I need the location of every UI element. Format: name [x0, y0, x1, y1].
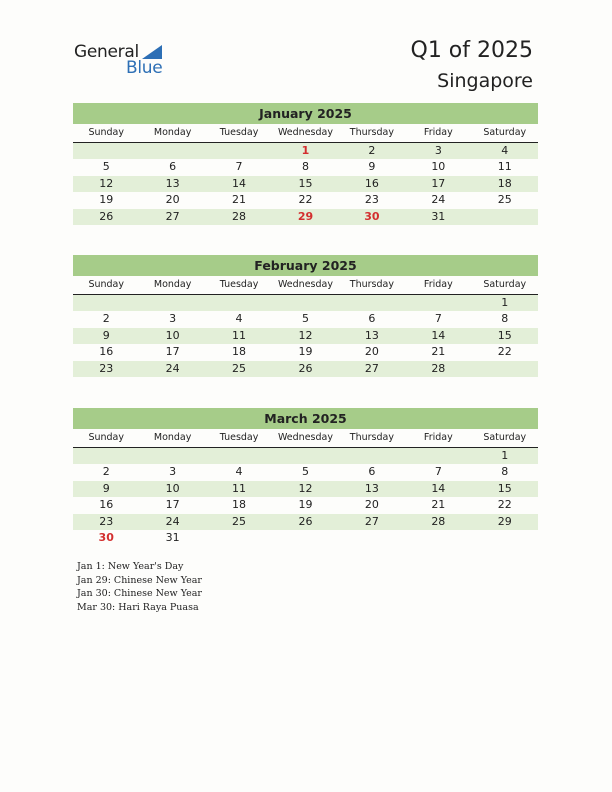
holiday-note: Jan 29: Chinese New Year	[77, 574, 202, 586]
date-cell: 12	[298, 481, 313, 495]
country-name: Singapore	[437, 70, 533, 92]
date-cell: 9	[102, 481, 110, 495]
date-cell: 27	[364, 361, 379, 375]
week-row	[73, 361, 538, 377]
date-cell: 10	[165, 328, 180, 342]
date-cell: 23	[99, 361, 114, 375]
month-title: February 2025	[73, 255, 538, 276]
date-cell: 24	[165, 514, 180, 528]
date-cell: 29	[497, 514, 512, 528]
date-cell: 12	[99, 176, 114, 190]
page-title: Q1 of 2025	[410, 38, 533, 63]
date-cell	[73, 448, 139, 464]
weekday-label: Friday	[423, 432, 453, 443]
date-cell: 13	[364, 328, 379, 342]
weekday-label: Saturday	[483, 279, 527, 290]
date-cell	[139, 143, 205, 159]
date-cell	[139, 295, 205, 311]
date-cell: 21	[232, 193, 247, 207]
date-cell: 31	[431, 209, 446, 223]
month-title: March 2025	[73, 408, 538, 429]
date-cell: 11	[232, 328, 247, 342]
date-cell: 14	[431, 328, 446, 342]
weekday-label: Wednesday	[277, 279, 333, 290]
date-cell: 6	[368, 465, 376, 479]
date-cell	[73, 143, 139, 159]
date-cell: 16	[99, 498, 114, 512]
weekday-label: Saturday	[483, 432, 527, 443]
holiday-date-cell: 30	[364, 209, 380, 223]
week-row	[73, 192, 538, 208]
date-cell	[405, 448, 471, 464]
week-row	[73, 176, 538, 192]
week-row	[73, 209, 538, 225]
date-cell: 28	[431, 361, 446, 375]
week-row	[73, 481, 538, 497]
date-cell: 13	[364, 481, 379, 495]
date-cell	[339, 448, 405, 464]
date-cell: 14	[232, 176, 247, 190]
week-row	[73, 311, 538, 327]
month-calendar	[73, 408, 538, 546]
date-cell: 16	[364, 176, 379, 190]
week-row	[73, 497, 538, 513]
date-cell: 18	[232, 345, 247, 359]
date-cell: 11	[232, 481, 247, 495]
weekday-label: Wednesday	[277, 432, 333, 443]
logo-text-general: General	[74, 42, 139, 62]
date-cell	[272, 530, 338, 546]
weekday-label: Sunday	[88, 279, 124, 290]
date-cell: 4	[501, 144, 509, 157]
date-cell: 21	[431, 345, 446, 359]
weekday-label: Sunday	[88, 127, 124, 138]
date-cell: 6	[169, 160, 177, 174]
weekday-label: Monday	[153, 432, 192, 443]
week-row	[73, 328, 538, 344]
date-cell: 20	[364, 345, 379, 359]
date-cell: 25	[232, 361, 247, 375]
weekday-header-row	[73, 124, 538, 143]
date-cell	[206, 530, 272, 546]
date-cell: 11	[497, 160, 512, 174]
logo-text-blue: Blue	[126, 58, 163, 78]
date-cell: 28	[232, 209, 247, 223]
date-cell	[73, 295, 139, 311]
holiday-note: Jan 1: New Year's Day	[77, 561, 184, 572]
date-cell: 1	[501, 449, 509, 462]
date-cell: 25	[497, 193, 512, 207]
date-cell: 26	[298, 361, 313, 375]
date-cell: 13	[165, 176, 180, 190]
date-cell: 12	[298, 328, 313, 342]
date-cell: 15	[497, 328, 512, 342]
date-cell: 21	[431, 498, 446, 512]
date-cell: 28	[431, 514, 446, 528]
date-cell: 17	[431, 176, 446, 190]
weekday-label: Friday	[423, 127, 453, 138]
date-cell	[339, 295, 405, 311]
date-cell	[405, 530, 471, 546]
weekday-label: Monday	[153, 279, 192, 290]
week-row	[73, 464, 538, 480]
date-cell	[272, 448, 338, 464]
date-cell: 4	[235, 465, 243, 479]
weekday-label: Thursday	[349, 127, 394, 138]
date-cell: 22	[497, 498, 512, 512]
date-cell: 31	[165, 530, 180, 544]
date-cell: 20	[165, 193, 180, 207]
date-cell: 10	[431, 160, 446, 174]
date-cell: 3	[169, 312, 177, 326]
date-cell: 15	[298, 176, 313, 190]
holiday-date-cell: 1	[301, 144, 310, 157]
date-cell: 2	[368, 144, 376, 157]
date-cell: 6	[368, 312, 376, 326]
holiday-notes	[77, 560, 202, 614]
date-cell: 9	[102, 328, 110, 342]
date-cell	[472, 209, 538, 225]
date-cell: 19	[99, 193, 114, 207]
date-cell: 7	[434, 312, 442, 326]
date-cell: 26	[99, 209, 114, 223]
date-cell: 8	[501, 312, 509, 326]
week-row	[73, 514, 538, 530]
date-cell	[339, 530, 405, 546]
date-cell	[472, 530, 538, 546]
date-cell: 18	[497, 176, 512, 190]
week-row	[73, 530, 538, 546]
weekday-label: Sunday	[88, 432, 124, 443]
date-cell: 17	[165, 345, 180, 359]
date-cell	[206, 448, 272, 464]
date-cell: 16	[99, 345, 114, 359]
date-cell: 8	[501, 465, 509, 479]
holiday-note: Jan 30: Chinese New Year	[77, 588, 202, 600]
weekday-header-row	[73, 276, 538, 295]
date-cell	[472, 361, 538, 377]
date-cell: 24	[431, 193, 446, 207]
date-cell: 26	[298, 514, 313, 528]
date-cell: 25	[232, 514, 247, 528]
date-cell	[206, 295, 272, 311]
date-cell: 7	[434, 465, 442, 479]
date-cell: 5	[102, 160, 110, 174]
date-cell: 9	[368, 160, 376, 174]
week-row	[73, 448, 538, 464]
date-cell	[272, 295, 338, 311]
weekday-label: Thursday	[349, 432, 394, 443]
date-cell	[206, 143, 272, 159]
date-cell: 7	[235, 160, 243, 174]
date-cell: 23	[364, 193, 379, 207]
date-cell: 27	[165, 209, 180, 223]
month-title: January 2025	[73, 103, 538, 124]
week-row	[73, 143, 538, 159]
date-cell: 23	[99, 514, 114, 528]
weekday-header-row	[73, 429, 538, 448]
date-cell: 14	[431, 481, 446, 495]
weekday-label: Friday	[423, 279, 453, 290]
date-cell: 4	[235, 312, 243, 326]
date-cell: 19	[298, 345, 313, 359]
date-cell: 3	[169, 465, 177, 479]
date-cell: 10	[165, 481, 180, 495]
logo	[74, 42, 174, 78]
date-cell: 5	[301, 312, 309, 326]
weekday-label: Tuesday	[219, 432, 259, 443]
week-row	[73, 344, 538, 360]
date-cell: 22	[497, 345, 512, 359]
holiday-note: Mar 30: Hari Raya Puasa	[77, 601, 199, 613]
date-cell: 20	[364, 498, 379, 512]
date-cell	[405, 295, 471, 311]
date-cell: 5	[301, 465, 309, 479]
date-cell	[139, 448, 205, 464]
date-cell: 1	[501, 296, 509, 309]
week-row	[73, 159, 538, 175]
month-calendar	[73, 255, 538, 377]
logo-triangle-icon	[142, 45, 162, 59]
holiday-date-cell: 29	[297, 209, 314, 223]
month-calendar	[73, 103, 538, 225]
date-cell: 19	[298, 498, 313, 512]
date-cell: 27	[364, 514, 379, 528]
weekday-label: Thursday	[349, 279, 394, 290]
weekday-label: Monday	[153, 127, 192, 138]
date-cell: 22	[298, 193, 313, 207]
date-cell: 18	[232, 498, 247, 512]
date-cell: 3	[434, 144, 442, 157]
weekday-label: Tuesday	[219, 127, 259, 138]
date-cell: 8	[301, 160, 309, 174]
date-cell: 24	[165, 361, 180, 375]
date-cell: 17	[165, 498, 180, 512]
weekday-label: Wednesday	[277, 127, 333, 138]
holiday-date-cell: 30	[98, 530, 114, 544]
weekday-label: Saturday	[483, 127, 527, 138]
date-cell: 2	[102, 465, 110, 479]
week-row	[73, 295, 538, 311]
date-cell: 2	[102, 312, 110, 326]
date-cell: 15	[497, 481, 512, 495]
weekday-label: Tuesday	[219, 279, 259, 290]
